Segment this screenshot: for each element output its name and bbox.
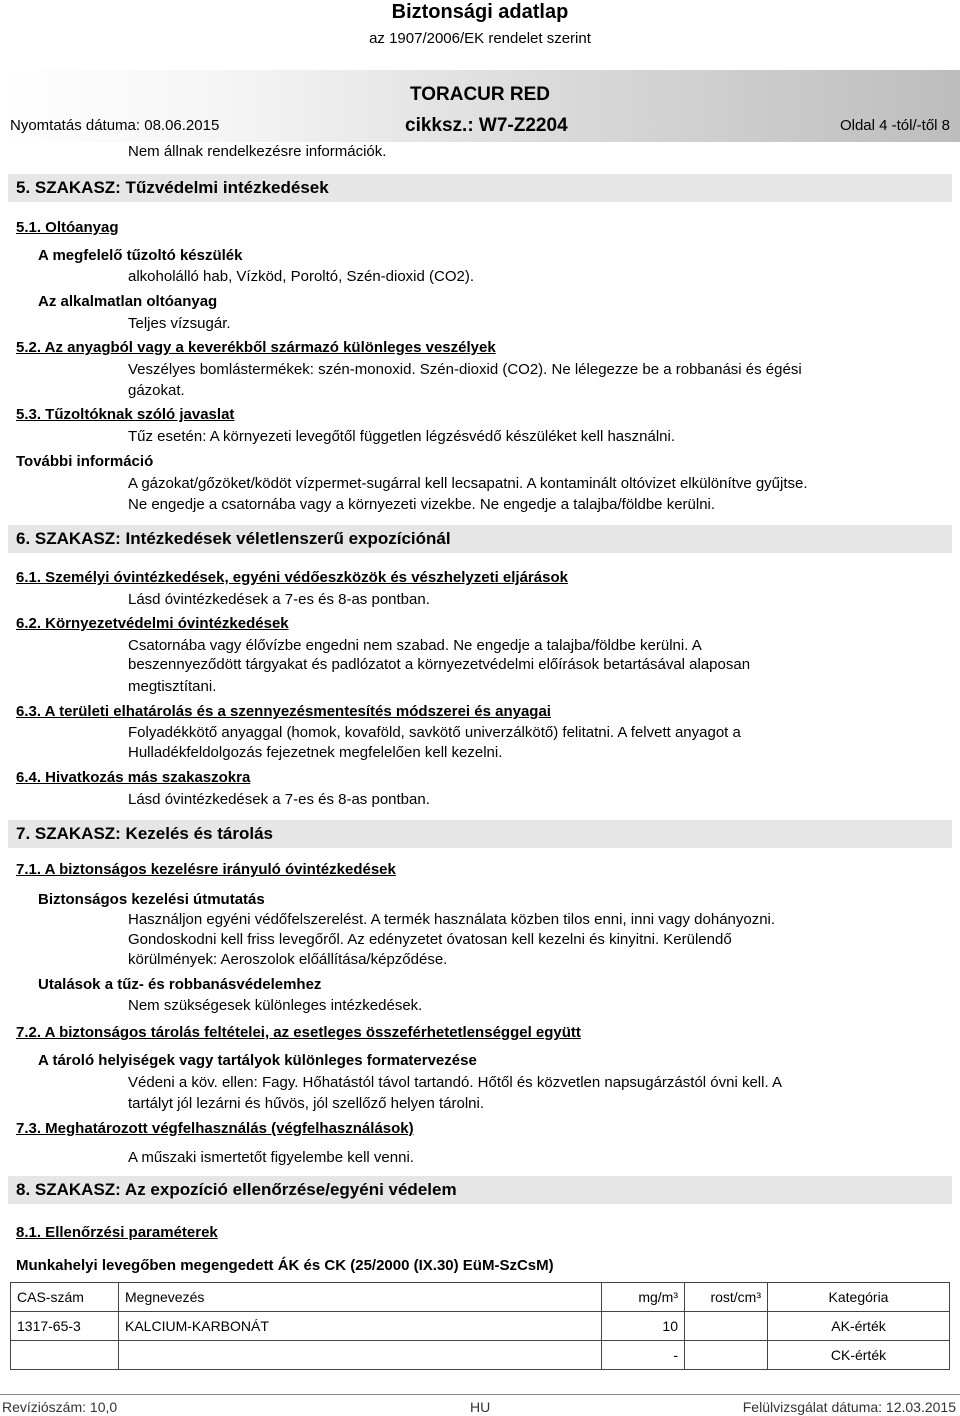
fire-protection-text: Nem szükségesek különleges intézkedések. [128,997,423,1014]
suitable-extinguisher-text: alkoholálló hab, Vízköd, Poroltó, Szén-dioxid (CO2). [128,268,475,285]
personal-precautions-text: Lásd óvintézkedések a 7-es és 8-as pontban. [128,591,430,608]
page-number: Oldal 4 -tól/-től 8 [839,117,950,134]
special-hazards-text-2: gázokat. [128,382,185,399]
table-row [11,1312,950,1341]
unsuitable-extinguisher-text: Teljes vízsugár. [128,315,231,332]
print-date: Nyomtatás dátuma: 08.06.2015 [10,117,220,134]
safe-handling-text-2: Gondoskodni kell friss levegőről. Az edényzetet óvatosan kell kezelni és kinyitni. Kerülendő [128,931,732,948]
cell-cas: 1317-65-3 [11,1312,119,1341]
workplace-limits-heading: Munkahelyi levegőben megengedett ÁK és CK (25/2000 (IX.30) EüM-SzCsM) [16,1257,554,1274]
subsection-8-1: 8.1. Ellenőrzési paraméterek [16,1224,218,1241]
article-number: cikksz.: W7-Z2204 [405,115,568,136]
subsection-7-3: 7.3. Meghatározott végfelhasználás (végfelhasználások) [16,1120,414,1137]
subsection-5-3: 5.3. Tűzoltóknak szóló javaslat [16,406,235,423]
containment-text-1: Folyadékkötő anyaggal (homok, kovaföld, savkötő univerzálkötő) felitatni. A felvett anyagot a [128,724,741,741]
section-7-title: 7. SZAKASZ: Kezelés és tárolás [16,824,273,843]
cell-mg: - [602,1341,685,1370]
product-name: TORACUR RED [409,84,551,105]
language-code: HU [470,1399,491,1415]
cell-name [119,1341,602,1370]
containment-text-2: Hulladékfeldolgozás fejezetnek megfelelően kell kezelni. [128,744,503,761]
safe-handling-text-1: Használjon egyéni védőfelszerelést. A termék használata közben tilos enni, inni vagy dohányozni. [128,911,776,928]
document-title: Biztonsági adatlap [391,1,569,23]
exposure-limits-table [10,1282,950,1370]
subsection-5-2: 5.2. Az anyagból vagy a keverékből származó különleges veszélyek [16,339,496,356]
reference-sections-text: Lásd óvintézkedések a 7-es és 8-as pontban. [128,791,430,808]
cell-category: CK-érték [768,1341,950,1370]
subsection-6-2: 6.2. Környezetvédelmi óvintézkedések [16,615,289,632]
revision-number: Revíziószám: 10,0 [2,1399,118,1415]
header-category: Kategória [768,1283,950,1312]
header-mg: mg/m³ [602,1283,685,1312]
cell-name: KALCIUM-KARBONÁT [119,1312,602,1341]
end-use-text: A műszaki ismertetőt figyelembe kell venni. [128,1149,414,1166]
table-row [11,1341,950,1370]
environmental-precautions-text-3: megtisztítani. [128,678,217,695]
section-5-title: 5. SZAKASZ: Tűzvédelmi intézkedések [16,178,329,197]
cell-category: AK-érték [768,1312,950,1341]
storage-text-2: tartályt jól lezárni és hűvös, jól szellőző helyen tárolni. [128,1095,485,1112]
table-header-row [11,1283,950,1312]
fire-protection-heading: Utalások a tűz- és robbanásvédelemhez [38,976,322,993]
cell-mg: 10 [602,1312,685,1341]
suitable-extinguisher-heading: A megfelelő tűzoltó készülék [38,247,243,264]
storage-design-heading: A tároló helyiségek vagy tartályok különleges formatervezése [38,1052,477,1069]
unsuitable-extinguisher-heading: Az alkalmatlan oltóanyag [38,293,218,310]
further-info-text-2: Ne engedje a csatornába vagy a környezeti vizekbe. Ne engedje a talajba/földbe kerülni. [128,496,716,513]
subsection-7-1: 7.1. A biztonságos kezelésre irányuló óvintézkedések [16,861,396,878]
subsection-6-3: 6.3. A területi elhatárolás és a szennyezésmentesítés módszerei és anyagai [16,703,551,720]
cell-fiber [685,1312,768,1341]
header-name: Megnevezés [119,1283,602,1312]
header-fiber: rost/cm³ [685,1283,768,1312]
section-8-title: 8. SZAKASZ: Az expozíció ellenőrzése/egyéni védelem [16,1180,457,1199]
subsection-6-4: 6.4. Hivatkozás más szakaszokra [16,769,251,786]
subsection-7-2: 7.2. A biztonságos tárolás feltételei, az esetleges összeférhetetlenséggel együtt [16,1024,581,1041]
storage-text-1: Védeni a köv. ellen: Fagy. Hőhatástól távol tartandó. Hőtől és közvetlen napsugárzástól óvni kell. A [128,1074,782,1091]
environmental-precautions-text-2: beszennyeződött tárgyakat és padlózatot a környezetvédelmi előírások betartásával alaposan [128,656,751,673]
further-info-heading: További információ [16,453,154,470]
subsection-5-1: 5.1. Oltóanyag [16,219,119,236]
no-info-text: Nem állnak rendelkezésre információk. [128,143,387,160]
cell-cas [11,1341,119,1370]
regulation-subtitle: az 1907/2006/EK rendelet szerint [369,30,591,47]
review-date: Felülvizsgálat dátuma: 12.03.2015 [742,1399,956,1415]
section-6-title: 6. SZAKASZ: Intézkedések véletlenszerű expozíciónál [16,529,451,548]
subsection-6-1: 6.1. Személyi óvintézkedések, egyéni védőeszközök és vészhelyzeti eljárások [16,569,568,586]
further-info-text-1: A gázokat/gőzöket/ködöt vízpermet-sugárral kell lecsapatni. A kontaminált oltóvizet elkülönítve gyűjtse. [128,475,808,492]
safe-handling-text-3: körülmények: Aeroszolok előállítása/képződése. [128,951,448,968]
special-hazards-text-1: Veszélyes bomlástermékek: szén-monoxid. Szén-dioxid (CO2). Ne lélegezze be a robbanási és égési [128,361,802,378]
firefighter-advice-text: Tűz esetén: A környezeti levegőtől független légzésvédő készüléket kell használni. [128,428,676,445]
cell-fiber [685,1341,768,1370]
environmental-precautions-text-1: Csatornába vagy élővízbe engedni nem szabad. Ne engedje a talajba/földbe kerülni. A [128,637,702,654]
footer-divider [0,1394,960,1395]
header-cas: CAS-szám [11,1283,119,1312]
safe-handling-heading: Biztonságos kezelési útmutatás [38,891,265,908]
